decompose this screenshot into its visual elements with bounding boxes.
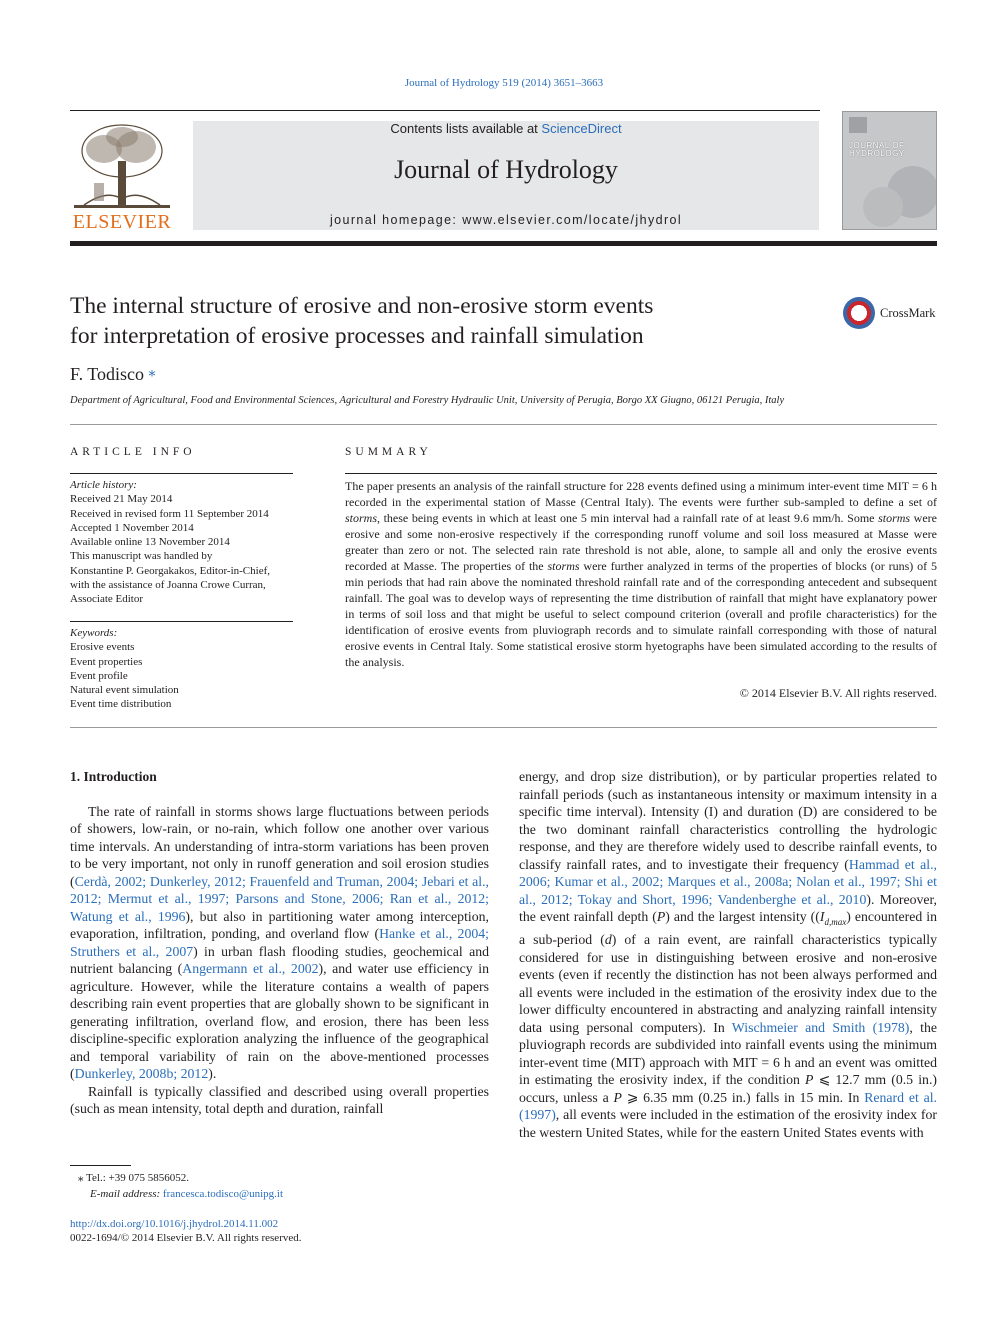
sciencedirect-link[interactable]: ScienceDirect xyxy=(541,121,622,136)
history-item: Available online 13 November 2014 xyxy=(70,536,230,549)
keyword: Event time distribution xyxy=(70,698,172,711)
contents-prefix: Contents lists available at xyxy=(390,121,542,136)
cover-artwork-icon xyxy=(843,112,936,229)
header-rule xyxy=(70,110,820,111)
article-info-heading: ARTICLE INFO xyxy=(70,446,196,458)
paragraph: The rate of rainfall in storms shows large fluctuations between periods of showers, low-rain, or no-rain, which follow one another over various time intervals. An understanding of intra-storm variations has been proven to be very important, not only in runoff generation and soil erosion studies (Cerdà, 2002; Dunkerley, 2012; Frauenfeld and Truman, 2004; Jebari et al., 2012; Mermut et al., 1997; Parsons and Stone, 2006; Ran et al., 2012; Watung et al., 1996), but also in partitioning water among interception, evaporation, infiltration, ponding, and overland flow (Hanke et al., 2004; Struthers et al., 2007) in urban flash flooding studies, geochemical and nutrient balancing (Angermann et al., 2002), and water use efficiency in agriculture. However, while the literature contains a wealth of papers describing rain event properties that are globally shown to be significant in generating infiltration, overland flow, and erosion, there has been less discipline-specific exploration analyzing the influence of the geographical and temporal variability of rain on the above-mentioned processes (Dunkerley, 2008b; 2012). xyxy=(70,803,489,1081)
journal-cover-thumbnail[interactable] xyxy=(842,111,937,230)
keyword: Event profile xyxy=(70,669,128,682)
abstract-bottom-rule xyxy=(70,727,937,728)
body-right-column xyxy=(519,768,937,1141)
article-info-rule xyxy=(70,473,293,474)
history-label: Article history: xyxy=(70,479,137,491)
header-thick-rule xyxy=(70,241,937,246)
copyright-notice: © 2014 Elsevier B.V. All rights reserved. xyxy=(739,686,937,700)
keyword: Erosive events xyxy=(70,641,135,654)
elsevier-tree-icon xyxy=(74,121,170,211)
history-item: with the assistance of Joanna Crowe Curran, xyxy=(70,579,266,592)
doi-link[interactable]: http://dx.doi.org/10.1016/j.jhydrol.2014.11.002 xyxy=(70,1218,279,1230)
reference-link[interactable]: Hanke et al., 2004; Struthers et al., 2007 xyxy=(70,926,489,959)
homepage-url[interactable]: www.elsevier.com/locate/jhydrol xyxy=(462,213,683,227)
author-affiliation: Department of Agricultural, Food and Environmental Sciences, Agricultural and Forestry Hydraulic Unit, University of Perugia, Borgo XX Giugno, 06121 Perugia, Italy xyxy=(70,395,785,406)
author-name xyxy=(70,364,155,385)
cover-title: JOURNAL OF HYDROLOGY xyxy=(849,141,905,158)
crossmark-badge[interactable] xyxy=(843,297,938,333)
title-line-2: for interpretation of erosive processes and rainfall simulation xyxy=(70,323,644,349)
history-item: Konstantine P. Georgakakos, Editor-in-Chief, xyxy=(70,564,270,577)
history-item: Accepted 1 November 2014 xyxy=(70,521,194,534)
keyword: Natural event simulation xyxy=(70,684,179,697)
history-item: Associate Editor xyxy=(70,593,144,606)
summary-text: The paper presents an analysis of the rainfall structure for 228 events defined using a minimum inter-event time MIT = 6 h recorded in the experimental station of Masse (Central Italy). The events were further sub-sampled to define a set of storms, these being events in which at least one 5 min interval had a rainfall rate of at least 9.6 mm/h. Some storms were erosive and some non-erosive respectively if the corresponding runoff volume and soil loss measured at Masse were greater than zero or not. The selected rain rate threshold is not able, alone, to sample all and only the erosive events recorded at Masse. The properties of the storms were further analyzed in terms of the properties of blocks (or runs) of 5 min periods that had rain above the nominated threshold rainfall rate and of the corresponding antecedent and subsequent rainfall. The goal was to develop ways of representing the time distribution of rainfall that might have explanatory power in terms of soil loss and that might be useful to select compound criterion (overall and profile characteristics) for the identification of erosive events from pluviograph records and to simulate rainfall corresponding with those of natural erosive events in Central Italy. Some statistical erosive storm hyetographs have been simulated according to the results of the analysis. xyxy=(345,479,938,669)
reference-link[interactable]: Renard et al. (1997) xyxy=(519,1089,938,1123)
email-label: E-mail address: xyxy=(90,1188,163,1200)
homepage-prefix: journal homepage: xyxy=(329,213,463,227)
footnote-email xyxy=(90,1187,283,1202)
article-history xyxy=(70,478,293,607)
reference-link[interactable]: Dunkerley, 2008b; 2012 xyxy=(74,1066,209,1081)
keyword: Event properties xyxy=(70,655,143,668)
history-item: This manuscript was handled by xyxy=(70,550,213,563)
author-footnote-mark[interactable]: ⁎ xyxy=(148,365,156,380)
affiliation-rule xyxy=(70,424,937,425)
title-line-1: The internal structure of erosive and non-erosive storm events xyxy=(70,293,654,319)
reference-link[interactable]: Wischmeier and Smith (1978) xyxy=(731,1019,910,1035)
reference-link[interactable]: Angermann et al., 2002 xyxy=(182,961,319,976)
history-item: Received in revised form 11 September 2014 xyxy=(70,507,269,520)
footnote-rule xyxy=(70,1165,131,1166)
elsevier-wordmark: ELSEVIER xyxy=(72,211,172,233)
email-link[interactable]: francesca.todisco@unipg.it xyxy=(162,1188,284,1200)
article-title xyxy=(70,291,790,351)
journal-citation[interactable]: Journal of Hydrology 519 (2014) 3651–3663 xyxy=(404,77,604,89)
history-item: Received 21 May 2014 xyxy=(70,493,173,506)
body-left-column xyxy=(70,768,489,1118)
summary-rule xyxy=(345,473,937,474)
keywords-label: Keywords: xyxy=(70,627,118,639)
issn-line: 0022-1694/© 2014 Elsevier B.V. All rights reserved. xyxy=(70,1232,302,1244)
summary-heading: SUMMARY xyxy=(345,446,432,458)
crossmark-icon xyxy=(843,297,875,329)
crossmark-label: CrossMark xyxy=(880,306,936,320)
paragraph: Rainfall is typically classified and described using overall properties (such as mean intensity, total depth and duration, rainfall xyxy=(70,1083,489,1116)
journal-name: Journal of Hydrology xyxy=(394,155,618,184)
reference-link[interactable]: Hammad et al., 2006; Kumar et al., 2002; Marques et al., 2008a; Nolan et al., 1997; Shi et al., 2012; Tokay and Short, 1996; Vandenberghe et al., 2010 xyxy=(519,856,937,907)
reference-link[interactable]: Cerdà, 2002; Dunkerley, 2012; Frauenfeld and Truman, 2004; Jebari et al., 2012; Mermut et al., 1997; Parsons and Stone, 2006; Ran et al., 2012; Watung et al., 1996 xyxy=(70,873,489,924)
keywords-rule xyxy=(70,621,293,622)
journal-homepage xyxy=(193,213,819,227)
elsevier-logo[interactable] xyxy=(70,121,174,233)
section-heading: 1. Introduction xyxy=(70,769,157,784)
keywords-list xyxy=(70,626,293,712)
paragraph: energy, and drop size distribution), or by particular properties related to rainfall periods (such as instantaneous intensity or maximum intensity in a specific time interval). Intensity (I) and duration (D) are considered to be the two dominant rainfall characteristics controlling the hydrologic response, and they are therefore widely used to describe rainfall events, to classify rainfall rates, and to investigate their frequency (Hammad et al., 2006; Kumar et al., 2002; Marques et al., 2008a; Nolan et al., 1997; Shi et al., 2012; Tokay and Short, 1996; Vandenberghe et al., 2010). Moreover, the event rainfall depth (P) and the largest intensity ($(I_{d,max})$ encountered in a sub-period (d) of a rain event, are rainfall characteristics typically considered for use in distinguishing between erosive and non-erosive events (even if recently the distinction has not been always performed and all events were included in the estimation of the erosivity index due to the lower difficulty encountered in abstracting and analyzing rainfall intensity data using personal computers). In Wischmeier and Smith (1978), the pluviograph records are subdivided into rainfall events using the minimum inter-event time (MIT) approach with MIT = 6 h and an event was omitted in estimating the erosivity index, if the condition P ⩽ 12.7 mm (0.5 in.) occurs, unless a P ⩾ 6.35 mm (0.25 in.) falls in 15 min. In Renard et al. (1997), all events were included in the estimation of the erosivity index for the western United States, while for the eastern United States events with xyxy=(519,769,938,1140)
footnote-tel: ⁎ Tel.: +39 075 5856052. xyxy=(78,1172,189,1184)
contents-line xyxy=(193,121,819,136)
author-text: F. Todisco xyxy=(70,364,144,384)
